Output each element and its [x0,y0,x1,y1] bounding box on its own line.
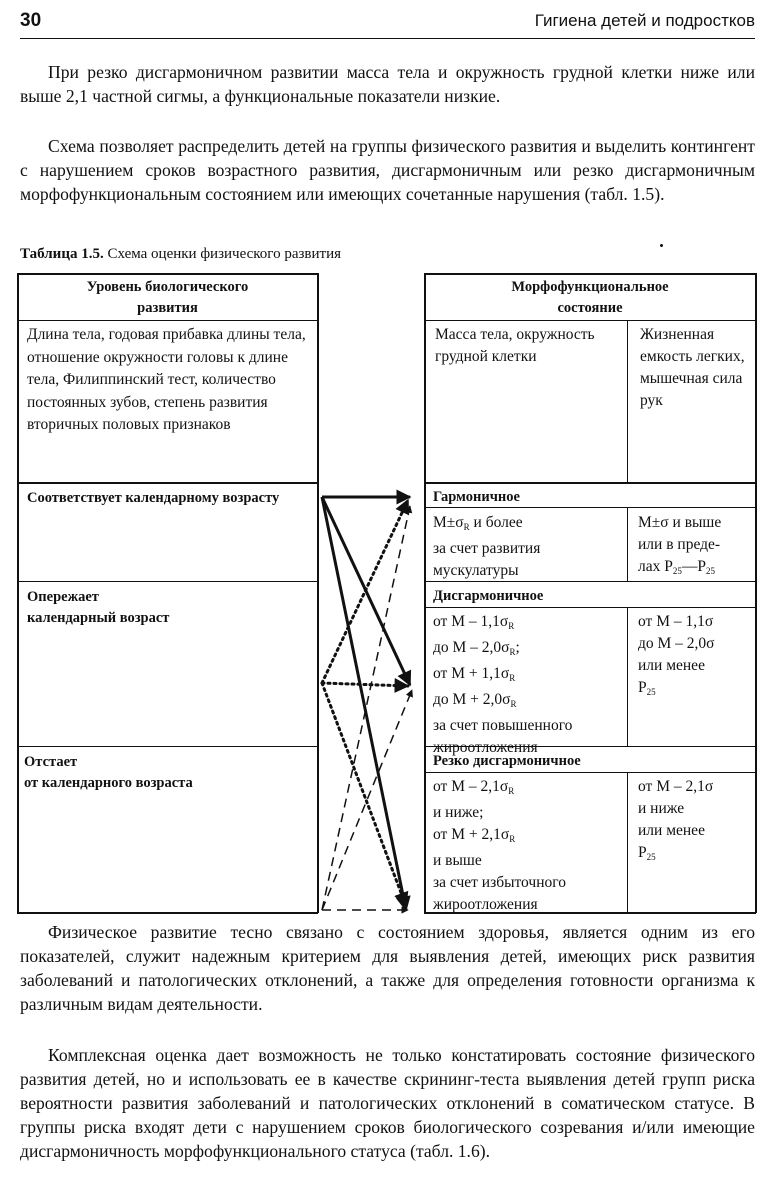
disharmonic-func: от M – 1,1σ до M – 2,0σ или менее $P_{25}$ [638,613,715,697]
functional-indicators: Жизненная емкость легких, мышечная сила рук [640,326,745,409]
page-number: 30 [20,10,42,31]
level-ahead: Опережает календарный возраст [27,589,170,626]
mass-indicators: Масса тела, окружность грудной клетки [435,326,595,365]
caption-label: Таблица 1.5. [20,246,104,262]
running-title: Гигиена детей и подростков [534,11,755,30]
right-header: Морфофункциональное состояние [511,279,669,316]
harmonic-mass: $M\pm\sigma_R$ и более за счет развития мускулатуры [433,514,541,579]
harmonic-label: Гармоничное [433,489,520,505]
level-behind: Отстает от календарного возраста [24,754,193,791]
disharmonic-label: Дисгармоничное [433,588,544,604]
level-corresponds: Соответствует календарному возрасту [27,490,280,506]
severe-label: Резко дисгармоничное [433,753,581,769]
paragraph-2: Схема позволяет распределить детей на группы физического развития и выделить контингент с нарушением сроков возрастного развития, дисгармоничным или резко дисгармоничным морфофункциональным состоянием или имеющих сочетанные нарушения (табл. 1.5). [20,136,755,204]
severe-mass: от M – $2,1\sigma_R$ и ниже; от $M + 2,1\sigma_R$ и выше за счет избыточного жироотложения [433,778,566,913]
disharmonic-mass: от M – $1,1\sigma_R$ до M – $2,0\sigma_R$; от $M + 1,1\sigma_R$ до $M + 2,0\sigma_R$ за счет повышенного жироотложения [433,613,573,756]
arrow-ahead-disharmonic [322,683,408,686]
arrow-corresponds-severe [322,497,406,910]
caption-text: Схема оценки физического развития [107,246,341,262]
paragraph-1: При резко дисгармоничном развитии масса тела и окружность грудной клетки ниже или выше 2,1 частной сигмы, а функциональные показатели низкие. [20,62,755,106]
paragraph-4: Комплексная оценка дает возможность не только констатировать состояние физического развития детей, но и использовать ее в качестве скрининг-теста выявления детей групп риска вероятности развития заболеваний и патологических отклонений в соматическом статусе. В группы риска входят дети с нарушением сроков биологического созревания и/или имеющие дисгармоничность морфофункционального статуса (табл. 1.6). [20,1045,755,1161]
paragraph-3: Физическое развитие тесно связано с состоянием здоровья, является одним из его показателей, служит надежным критерием для выявления детей, имеющих риск развития заболеваний и патологических отклонений, а также для определения готовности организма к различным видам деятельности. [20,922,755,1014]
harmonic-func: M±σ и выше или в преде- лах $P_{25}—P_{25}$ [638,514,722,576]
severe-func: от M – 2,1σ и ниже или менее $P_{25}$ [638,778,714,862]
biological-indicators: Длина тела, годовая прибавка длины тела, отношение окружности головы к длине тела, Филиппинский тест, количество постоянных зубов, степень развития вторичных половых признаков [27,326,306,433]
left-header: Уровень биологического развития [86,279,249,316]
